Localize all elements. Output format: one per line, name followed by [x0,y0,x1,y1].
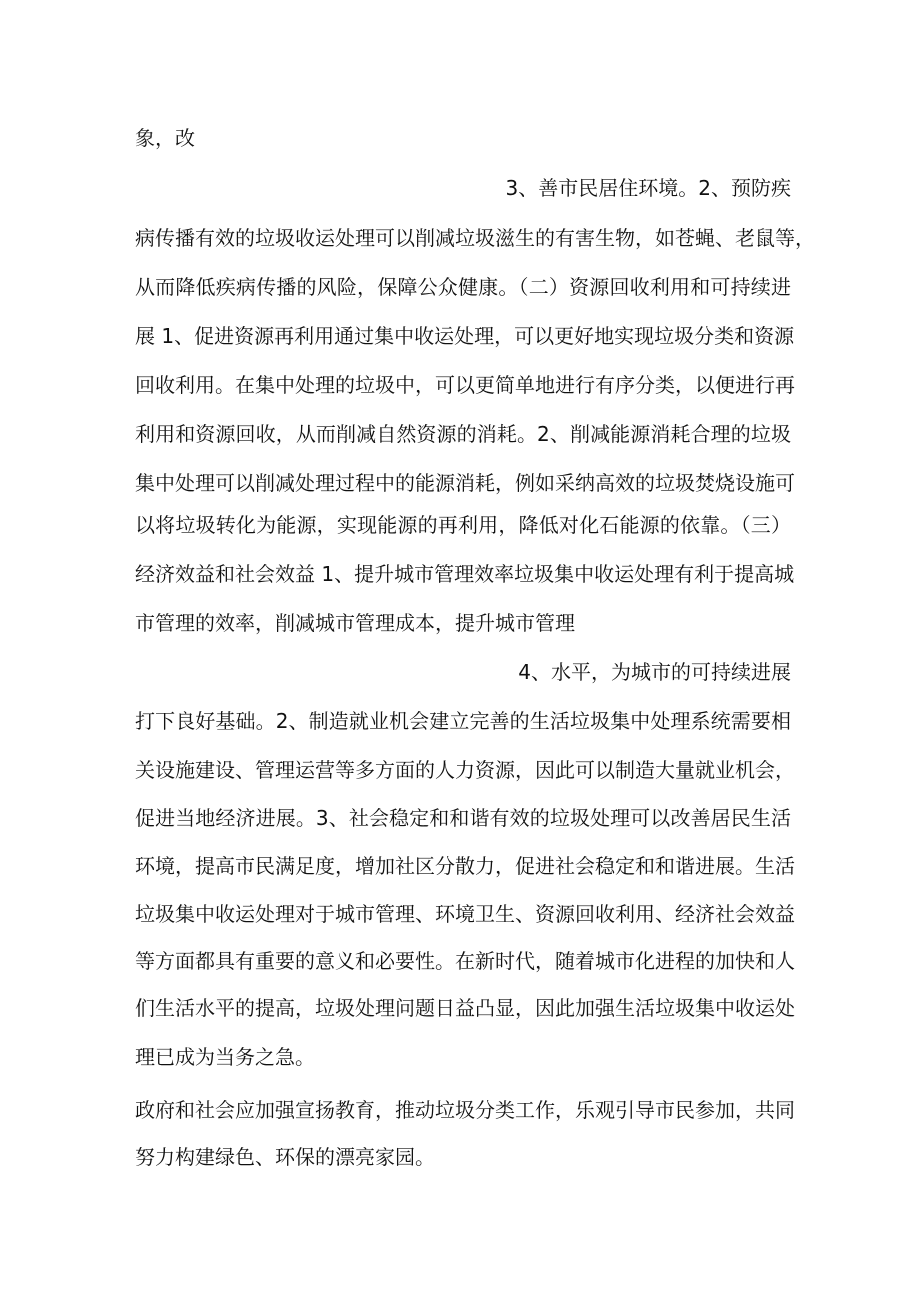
text-line: 从而降低疾病传播的风险，保障公众健康。（二）资源回收利用和可持续进 [135,275,791,299]
text-line: 理已成为当务之急。 [135,1045,315,1069]
text-line: 政府和社会应加强宣扬教育，推动垃圾分类工作，乐观引导市民参加，共同 [135,1098,795,1122]
text-line: 环境，提高市民满足度，增加社区分散力，促进社会稳定和和谐进展。生活 [135,854,795,878]
text-line: 3、善市民居住环境。2、预防疾 [505,176,791,200]
text-line: 努力构建绿色、环保的漂亮家园。 [135,1145,435,1169]
text-line: 经济效益和社会效益 1、提升城市管理效率垃圾集中收运处理有利于提高城 [135,562,795,586]
text-line: 关设施建设、管理运营等多方面的人力资源，因此可以制造大量就业机会， [135,758,795,782]
text-line: 利用和资源回收，从而削减自然资源的消耗。2、削减能源消耗合理的垃圾 [135,422,791,446]
text-line: 病传播有效的垃圾收运处理可以削减垃圾滋生的有害生物，如苍蝇、老鼠等， [135,226,815,250]
text-line: 集中处理可以削减处理过程中的能源消耗，例如采纳高效的垃圾焚烧设施可 [135,471,795,495]
text-line: 回收利用。在集中处理的垃圾中，可以更简单地进行有序分类，以便进行再 [135,373,795,397]
text-line: 展 1、促进资源再利用通过集中收运处理，可以更好地实现垃圾分类和资源 [135,324,795,348]
text-line: 市管理的效率，削减城市管理成本，提升城市管理 [135,611,575,635]
text-line: 们生活水平的提高，垃圾处理问题日益凸显，因此加强生活垃圾集中收运处 [135,996,795,1020]
text-line: 4、水平，为城市的可持续进展 [518,660,791,684]
text-line: 以将垃圾转化为能源，实现能源的再利用，降低对化石能源的依靠。（三） [135,513,791,537]
text-line: 打下良好基础。2、制造就业机会建立完善的生活垃圾集中处理系统需要相 [135,709,791,733]
text-line: 等方面都具有重要的意义和必要性。在新时代，随着城市化进程的加快和人 [135,949,795,973]
text-line: 垃圾集中收运处理对于城市管理、环境卫生、资源回收利用、经济社会效益 [135,902,795,926]
text-line: 促进当地经济进展。3、社会稳定和和谐有效的垃圾处理可以改善居民生活 [135,806,791,830]
text-line: 象，改 [135,126,195,150]
